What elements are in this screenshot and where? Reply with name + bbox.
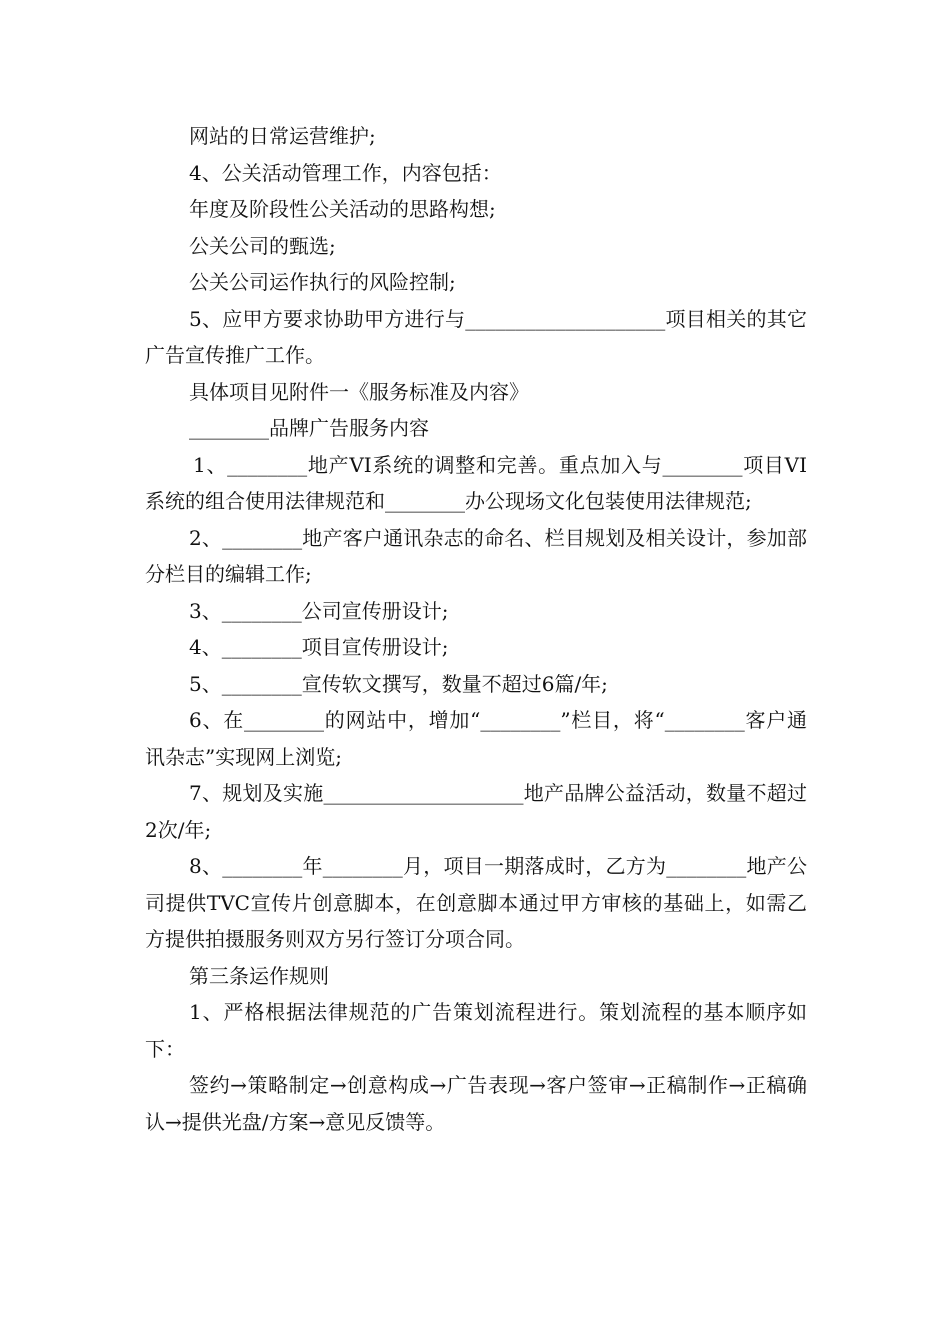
paragraph-pr-management: 4、公关活动管理工作，内容包括： xyxy=(189,160,502,185)
paragraph-item-website-column: 6、在________的网站中，增加“________”栏目，将“________客户通讯杂志”实现网上浏览; xyxy=(145,708,807,769)
paragraph-pr-selection: 公关公司的甄选; xyxy=(189,233,336,258)
paragraph-item-tvc-script: 8、________年________月，项目一期落成时，乙方为________地产公司提供TVC宣传片创意脚本，在创意脚本通过甲方审核的基础上，如需乙方提供拍摄服务则双方另行签订分项合同。 xyxy=(145,854,807,951)
paragraph-item-vi-system: 1、________地产VI系统的调整和完善。重点加入与________项目VI系统的组合使用法律规范和________办公现场文化包装使用法律规范; xyxy=(145,452,807,513)
paragraph-process-steps: 签约→策略制定→创意构成→广告表现→客户签审→正稿制作→正稿确认→提供光盘/方案→意见反馈等。 xyxy=(145,1073,807,1134)
paragraph-appendix-reference: 具体项目见附件一《服务标准及内容》 xyxy=(189,379,529,404)
document-body xyxy=(145,118,807,1140)
paragraph-brand-service-heading: ________品牌广告服务内容 xyxy=(189,416,429,440)
paragraph-pr-planning: 年度及阶段性公关活动的思路构想; xyxy=(189,197,496,221)
paragraph-website-maintenance: 网站的日常运营维护; xyxy=(189,124,376,148)
paragraph-pr-risk-control: 公关公司运作执行的风险控制; xyxy=(189,270,456,294)
paragraph-planning-process: 1、严格根据法律规范的广告策划流程进行。策划流程的基本顺序如下： xyxy=(145,1000,807,1061)
paragraph-item-project-brochure: 4、________项目宣传册设计; xyxy=(189,635,449,659)
paragraph-item-company-brochure: 3、________公司宣传册设计; xyxy=(189,598,449,623)
paragraph-assist-promotion: 5、应甲方要求协助甲方进行与____________________项目相关的其它广告宣传推广工作。 xyxy=(145,306,807,367)
paragraph-article-three-heading: 第三条运作规则 xyxy=(189,963,329,988)
paragraph-item-soft-articles: 5、________宣传软文撰写，数量不超过6篇/年; xyxy=(189,671,608,696)
paragraph-item-magazine: 2、________地产客户通讯杂志的命名、栏目规划及相关设计，参加部分栏目的编辑工作; xyxy=(145,525,807,586)
paragraph-item-charity-events: 7、规划及实施____________________地产品牌公益活动，数量不超过2次/年; xyxy=(145,781,807,842)
